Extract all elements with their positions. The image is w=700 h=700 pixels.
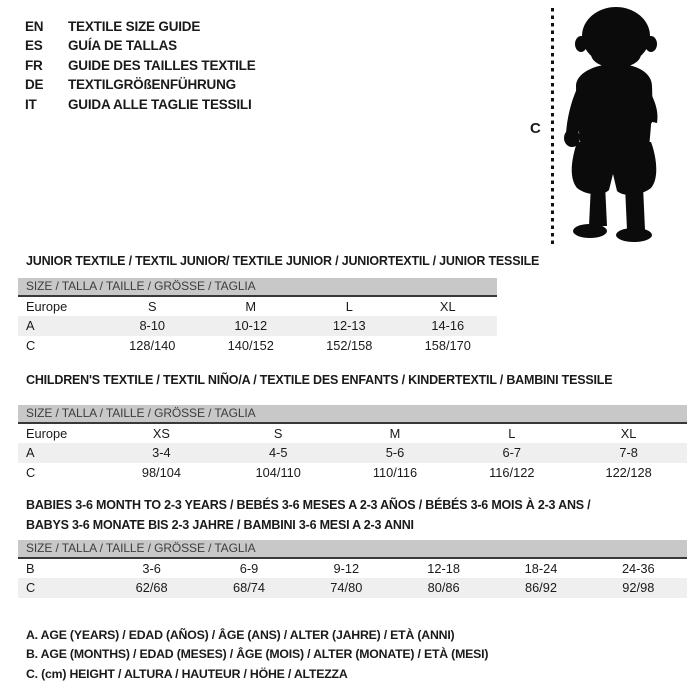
language-row	[25, 95, 256, 114]
footnotes	[26, 626, 488, 684]
table-rows	[18, 424, 687, 482]
size-cell: 74/80	[330, 580, 363, 596]
size-cell: 14-16	[431, 318, 465, 334]
table-row	[18, 336, 497, 355]
size-cell: 122/128	[605, 464, 652, 480]
table-row	[18, 463, 687, 482]
size-cell: 12-13	[332, 318, 366, 334]
size-cell: 9-12	[333, 561, 360, 576]
size-cell: 80/86	[427, 580, 460, 596]
size-cell: L	[508, 426, 516, 441]
babies-textile-table	[18, 540, 687, 598]
section-title-line: JUNIOR TEXTILE / TEXTIL JUNIOR/ TEXTILE JUNIOR / JUNIORTEXTIL / JUNIOR TESSILE	[26, 254, 540, 268]
section-title-line: BABYS 3-6 MONATE BIS 2-3 JAHRE / BAMBINI 3-6 MESI A 2-3 ANNI	[26, 518, 414, 532]
language-code: IT	[25, 96, 37, 112]
language-label: GUÍA DE TALLAS	[68, 38, 177, 54]
language-label: TEXTILGRÖßENFÜHRUNG	[68, 77, 236, 93]
language-row	[25, 56, 256, 75]
size-cell: 110/116	[372, 464, 418, 480]
language-code: DE	[25, 77, 44, 93]
size-cell: S	[273, 426, 283, 441]
size-cell: 8-10	[139, 318, 166, 334]
row-label: A	[26, 445, 35, 461]
size-cell: XS	[152, 426, 170, 441]
language-code: FR	[25, 57, 43, 73]
size-cell: 128/140	[129, 337, 176, 353]
size-cell: 6-9	[239, 561, 259, 576]
language-label: GUIDA ALLE TAGLIE TESSILI	[68, 96, 252, 112]
childrens-textile-table	[18, 405, 687, 482]
row-label: A	[26, 318, 35, 334]
section-title-line: BABIES 3-6 MONTH TO 2-3 YEARS / BEBÉS 3-6 MESES A 2-3 AÑOS / BÉBÉS 3-6 MOIS À 2-3 ANS /	[26, 498, 591, 512]
size-cell: 7-8	[619, 445, 638, 461]
size-cell: XL	[620, 426, 637, 441]
size-cell: 158/170	[424, 337, 471, 353]
table-rows	[18, 297, 497, 355]
size-cell: 4-5	[268, 445, 288, 461]
table-rows	[18, 559, 687, 598]
size-cell: 68/74	[232, 580, 265, 596]
size-cell: 18-24	[524, 561, 558, 576]
size-cell: 3-6	[142, 561, 161, 576]
childrens-textile-title	[26, 370, 612, 390]
size-cell: 3-4	[152, 445, 171, 461]
row-label: C	[26, 580, 36, 596]
table-row	[18, 559, 687, 578]
table-row	[18, 578, 687, 597]
table-row	[18, 424, 687, 443]
section-title-line: CHILDREN'S TEXTILE / TEXTIL NIÑO/A / TEXTILE DES ENFANTS / KINDERTEXTIL / BAMBINI TESSILE	[26, 373, 613, 387]
language-code: EN	[25, 19, 44, 34]
size-cell: 62/68	[135, 580, 168, 596]
size-cell: M	[245, 299, 257, 314]
language-row	[25, 36, 256, 55]
size-cell: 140/152	[227, 337, 274, 353]
size-cell: 12-18	[427, 561, 461, 576]
size-header-bar: SIZE / TALLA / TAILLE / GRÖSSE / TAGLIA	[18, 278, 497, 297]
babies-textile-title	[26, 495, 590, 535]
footnote-line: C. (cm) HEIGHT / ALTURA / HAUTEUR / HÖHE / ALTEZZA	[26, 666, 348, 681]
row-label: Europe	[26, 299, 68, 314]
size-cell: 86/92	[524, 580, 557, 596]
size-cell: 10-12	[234, 318, 268, 334]
junior-textile-title	[26, 251, 539, 271]
language-row	[25, 17, 256, 36]
table-row	[18, 316, 497, 335]
size-cell: 104/110	[255, 464, 301, 480]
table-row	[18, 443, 687, 462]
size-cell: 92/98	[622, 580, 655, 596]
table-row	[18, 297, 497, 316]
size-cell: 5-6	[385, 445, 405, 461]
toddler-silhouette-icon	[563, 6, 666, 242]
size-cell: 116/122	[489, 464, 535, 480]
size-cell: 24-36	[621, 561, 655, 576]
size-cell: S	[147, 299, 157, 314]
size-cell: 98/104	[141, 464, 181, 480]
language-code: ES	[25, 38, 43, 54]
footnote-line: B. AGE (MONTHS) / EDAD (MESES) / ÂGE (MOIS) / ALTER (MONATE) / ETÀ (MESI)	[26, 647, 489, 662]
row-label: C	[26, 337, 36, 353]
size-cell: XL	[439, 299, 456, 314]
language-label: GUIDE DES TAILLES TEXTILE	[68, 57, 256, 73]
footnote-line: A. AGE (YEARS) / EDAD (AÑOS) / ÂGE (ANS) / ALTER (JAHRE) / ETÀ (ANNI)	[26, 628, 455, 642]
junior-textile-table	[18, 278, 497, 355]
size-header-bar: SIZE / TALLA / TAILLE / GRÖSSE / TAGLIA	[18, 405, 687, 424]
height-figure	[520, 0, 700, 250]
size-cell: 6-7	[502, 445, 522, 461]
size-header-bar: SIZE / TALLA / TAILLE / GRÖSSE / TAGLIA	[18, 540, 687, 559]
language-row	[25, 75, 256, 94]
language-list	[25, 17, 256, 114]
row-label: B	[26, 561, 35, 576]
height-measure-label: C	[530, 120, 541, 137]
row-label: C	[26, 464, 36, 480]
row-label: Europe	[26, 426, 68, 441]
size-cell: M	[389, 426, 401, 441]
size-cell: 152/158	[326, 337, 373, 353]
height-dashed-line	[551, 8, 554, 246]
language-label: TEXTILE SIZE GUIDE	[68, 19, 201, 34]
size-cell: L	[345, 299, 353, 314]
